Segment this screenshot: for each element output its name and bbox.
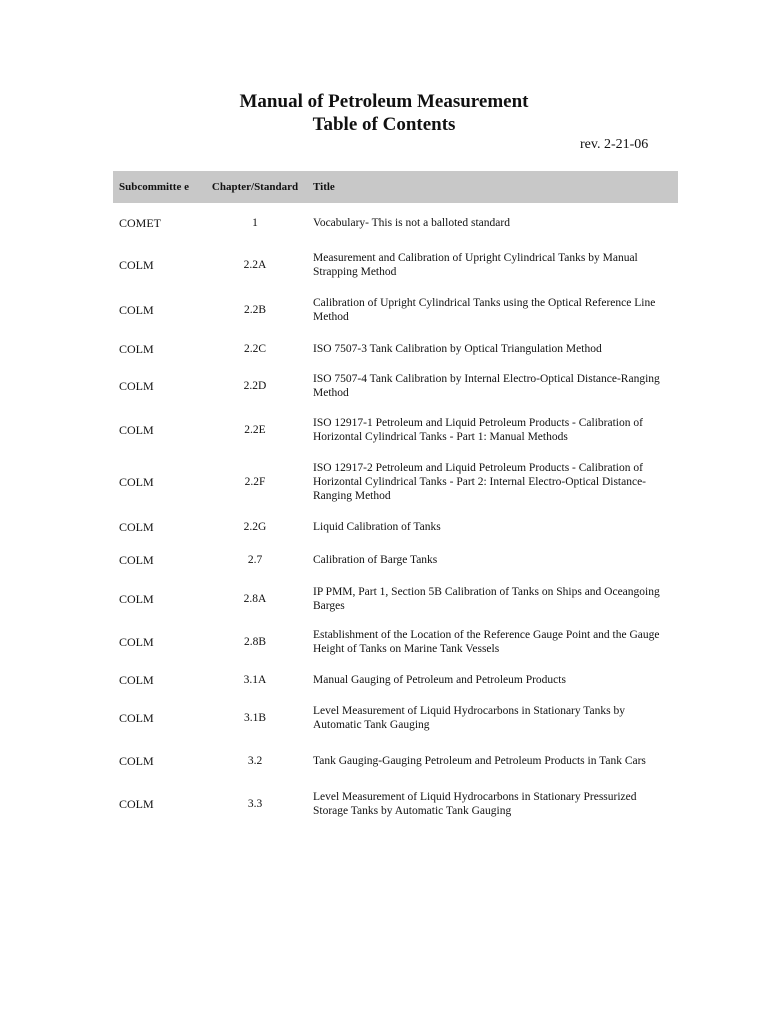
- chapter-cell: 1: [252, 216, 258, 229]
- title-cell: Level Measurement of Liquid Hydrocarbons in Stationary Tanks by Automatic Tank Gauging: [313, 705, 625, 731]
- title-block: [0, 90, 768, 136]
- title-cell: Liquid Calibration of Tanks: [313, 520, 441, 533]
- subcommittee-cell: COLM: [119, 673, 154, 687]
- table-header-row: [113, 171, 678, 203]
- table-row: [113, 332, 678, 365]
- subcommittee-cell: COLM: [119, 591, 154, 606]
- title-cell: ISO 7507-4 Tank Calibration by Internal Electro-Optical Distance-Ranging Method: [313, 373, 660, 399]
- subcommittee-cell: COLM: [119, 519, 154, 534]
- title-cell: Establishment of the Location of the Reference Gauge Point and the Gauge Height of Tanks on Marine Tank Vessels: [313, 629, 660, 655]
- title-cell: Vocabulary- This is not a balloted standard: [313, 216, 510, 229]
- title-cell: Manual Gauging of Petroleum and Petroleum Products: [313, 674, 566, 686]
- chapter-cell: 2.2A: [243, 259, 267, 271]
- table-row: [113, 203, 678, 242]
- subcommittee-cell: COLM: [119, 797, 154, 811]
- document-subtitle: Table of Contents: [312, 114, 456, 135]
- chapter-cell: 2.2E: [244, 423, 266, 436]
- contents-table: [113, 171, 678, 826]
- header-title: Title: [313, 180, 335, 193]
- header-chapter-standard: Chapter/Standard: [211, 180, 299, 193]
- subcommittee-cell: COLM: [119, 258, 154, 272]
- chapter-cell: 2.8A: [243, 592, 267, 605]
- chapter-cell: 2.8B: [243, 636, 267, 648]
- subcommittee-cell: COLM: [119, 552, 154, 567]
- table-row: [113, 511, 678, 542]
- document-title: Manual of Petroleum Measurement: [239, 91, 529, 112]
- chapter-cell: 3.3: [247, 798, 263, 810]
- subcommittee-cell: COLM: [119, 303, 154, 317]
- revision-date: rev. 2-21-06: [580, 137, 649, 152]
- table-row: [113, 542, 678, 577]
- title-cell: Calibration of Upright Cylindrical Tanks using the Optical Reference Line Method: [313, 297, 656, 323]
- table-row: [113, 242, 678, 288]
- title-cell: Tank Gauging-Gauging Petroleum and Petroleum Products in Tank Cars: [313, 755, 646, 767]
- chapter-cell: 2.2F: [244, 475, 266, 488]
- chapter-cell: 2.2D: [243, 380, 267, 392]
- chapter-cell: 2.2B: [243, 304, 267, 316]
- header-subcommittee: Subcommitte e: [119, 180, 189, 193]
- chapter-cell: 3.1B: [243, 712, 267, 724]
- title-cell: Measurement and Calibration of Upright Cylindrical Tanks by Manual Strapping Method: [313, 252, 638, 278]
- title-cell: Level Measurement of Liquid Hydrocarbons in Stationary Pressurized Storage Tanks by Automatic Tank Gauging: [313, 791, 637, 817]
- title-cell: IP PMM, Part 1, Section 5B Calibration of Tanks on Ships and Oceangoing Barges: [313, 585, 660, 612]
- table-row: [113, 664, 678, 696]
- table-row: [113, 740, 678, 782]
- title-cell: ISO 12917-1 Petroleum and Liquid Petroleum Products - Calibration of Horizontal Cylindrical Tanks - Part 1: Manual Methods: [313, 416, 643, 443]
- table-row: [113, 620, 678, 664]
- title-cell: ISO 7507-3 Tank Calibration by Optical Triangulation Method: [313, 342, 602, 355]
- table-row: [113, 696, 678, 740]
- subcommittee-cell: COLM: [119, 341, 154, 356]
- table-row: [113, 288, 678, 332]
- title-cell: Calibration of Barge Tanks: [313, 553, 438, 566]
- table-row: [113, 365, 678, 407]
- chapter-cell: 3.1A: [243, 674, 267, 686]
- chapter-cell: 2.7: [247, 553, 263, 566]
- chapter-cell: 3.2: [247, 755, 263, 767]
- chapter-cell: 2.2G: [243, 520, 267, 533]
- subcommittee-cell: COMET: [119, 215, 161, 230]
- title-cell: ISO 12917-2 Petroleum and Liquid Petroleum Products - Calibration of Horizontal Cylindrical Tanks - Part 2: Internal Electro-Optical Distance-Ranging Method: [313, 461, 647, 502]
- subcommittee-cell: COLM: [119, 422, 154, 437]
- table-row: [113, 452, 678, 511]
- table-row: [113, 782, 678, 826]
- table-row: [113, 407, 678, 452]
- subcommittee-cell: COLM: [119, 474, 154, 489]
- subcommittee-cell: COLM: [119, 635, 154, 649]
- subcommittee-cell: COLM: [119, 711, 154, 725]
- subcommittee-cell: COLM: [119, 754, 154, 768]
- table-row: [113, 577, 678, 620]
- chapter-cell: 2.2C: [243, 342, 267, 355]
- subcommittee-cell: COLM: [119, 379, 154, 393]
- table-body: [113, 203, 678, 826]
